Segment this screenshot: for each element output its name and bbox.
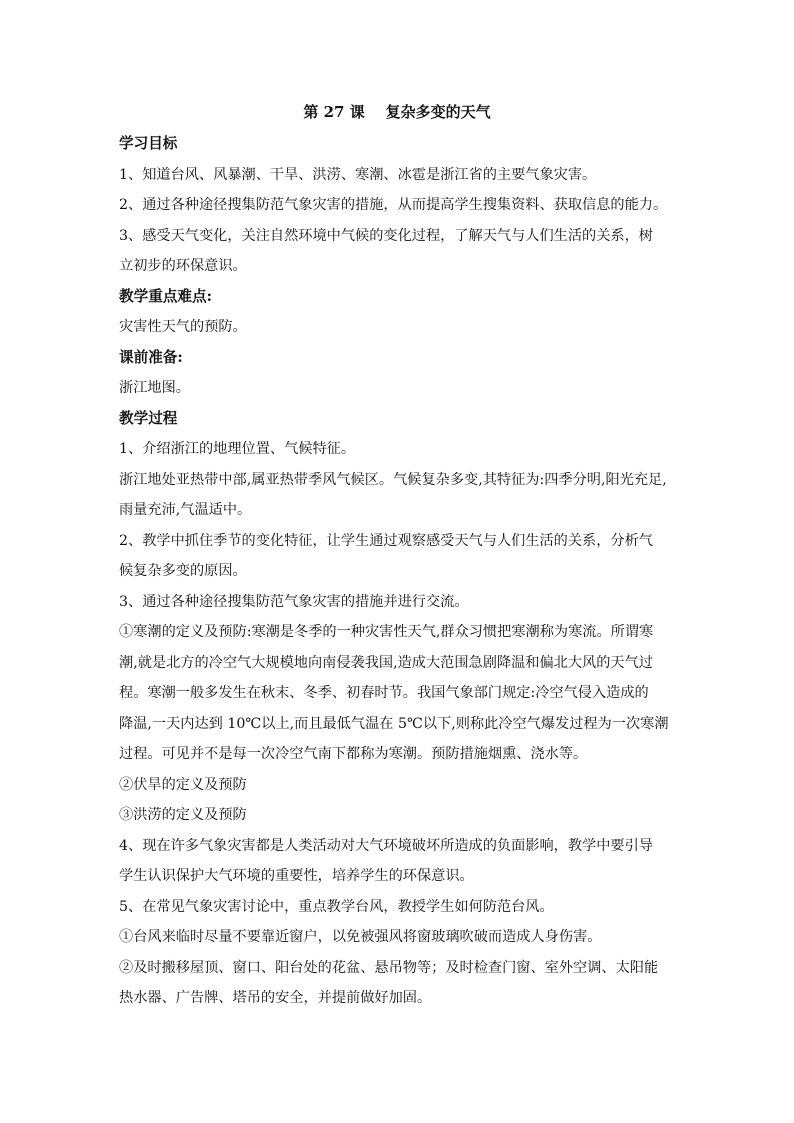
objective-item-3: 3、感受天气变化，关注自然环境中气候的变化过程，了解天气与人们生活的关系，树 xyxy=(119,227,653,244)
process-paragraph-line: 候复杂多变的原因。 xyxy=(119,563,247,579)
objective-item-3-cont: 立初步的环保意识。 xyxy=(119,258,247,274)
objective-item-2: 2、通过各种途径搜集防范气象灾害的措施，从而提高学生搜集资料、获取信息的能力。 xyxy=(119,197,668,213)
process-paragraph-line: 程。寒潮一般多发生在秋末、冬季、初春时节。我国气象部门规定:冷空气侵入造成的 xyxy=(119,685,649,701)
process-step-5: 5、在常见气象灾害讨论中，重点教学台风，教授学生如何防范台风。 xyxy=(119,898,554,915)
objectives-heading: 学习目标 xyxy=(119,135,178,152)
process-paragraph-line: ①寒潮的定义及预防:寒潮是冬季的一种灾害性天气,群众习惯把寒潮称为寒流。所谓寒 xyxy=(119,624,654,640)
process-paragraph-line: 学生认识保护大气环境的重要性，培养学生的环保意识。 xyxy=(119,868,474,884)
document-body xyxy=(119,129,675,1014)
preparation-text: 浙江地图。 xyxy=(119,380,190,396)
process-step-2: 2、教学中抓住季节的变化特征，让学生通过观察感受天气与人们生活的关系，分析气 xyxy=(119,532,653,549)
preparation-heading: 课前准备: xyxy=(119,348,183,366)
key-points-text: 灾害性天气的预防。 xyxy=(119,319,247,335)
process-step-1: 1、介绍浙江的地理位置、气候特征。 xyxy=(119,441,356,457)
process-paragraph-line: 浙江地处亚热带中部,属亚热带季风气候区。气候复杂多变,其特征为:四季分明,阳光充足, xyxy=(119,471,667,488)
process-step-3: 3、通过各种途径搜集防范气象灾害的措施并进行交流。 xyxy=(119,593,469,610)
key-points-heading: 教学重点难点: xyxy=(119,287,212,305)
process-paragraph-line: 降温,一天内达到 10℃以上,而且最低气温在 5℃以下,则称此冷空气爆发过程为一次寒潮 xyxy=(119,715,669,732)
lesson-title: 第 27 课 复杂多变的天气 xyxy=(303,103,491,121)
process-sub-item: ②伏旱的定义及预防 xyxy=(119,776,247,793)
process-sub-item: ①台风来临时尽量不要靠近窗户，以免被强风将窗玻璃吹破而造成人身伤害。 xyxy=(119,929,602,945)
process-paragraph-line: 雨量充沛,气温适中。 xyxy=(119,502,252,518)
process-paragraph-line: 热水器、广告牌、塔吊的安全，并提前做好加固。 xyxy=(119,990,432,1006)
process-sub-item: ②及时搬移屋顶、窗口、阳台处的花盆、悬吊物等；及时检查门窗、室外空调、太阳能 xyxy=(119,959,659,976)
objective-item-1: 1、知道台风、风暴潮、干旱、洪涝、寒潮、冰雹是浙江省的主要气象灾害。 xyxy=(119,166,597,183)
process-sub-item: ③洪涝的定义及预防 xyxy=(119,807,247,823)
process-heading: 教学过程 xyxy=(119,409,178,427)
process-step-4: 4、现在许多气象灾害都是人类活动对大气环境破坏所造成的负面影响，教学中要引导 xyxy=(119,837,653,854)
process-paragraph-line: 过程。可见并不是每一次冷空气南下都称为寒潮。预防措施烟熏、浇水等。 xyxy=(119,746,588,762)
process-paragraph-line: 潮,就是北方的冷空气大规模地向南侵袭我国,造成大范围急剧降温和偏北大风的天气过 xyxy=(119,654,653,671)
